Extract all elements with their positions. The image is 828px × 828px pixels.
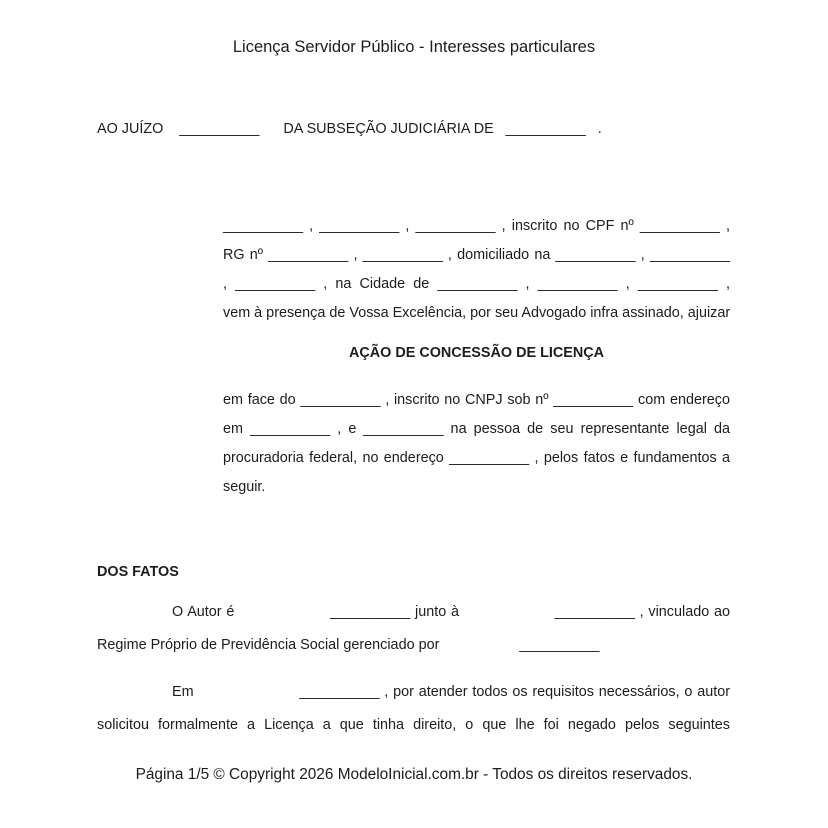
document-line: seguir. (223, 479, 266, 495)
document-line: em face do __________ , inscrito no CNPJ sob nº __________ com endereço (223, 392, 730, 408)
section-heading-dos-fatos: DOS FATOS (97, 564, 179, 580)
facts-paragraph-2 (97, 676, 730, 742)
addressee-line: AO JUÍZO __________ DA SUBSEÇÃO JUDICIÁRIA DE __________ . (97, 121, 602, 137)
defendant-paragraph (223, 386, 730, 502)
document-line: , __________ , na Cidade de __________ , __________ , __________ , (223, 276, 730, 292)
page-footer: Página 1/5 © Copyright 2026 ModeloInicial.com.br - Todos os direitos reservados. (135, 766, 693, 783)
document-line: vem à presença de Vossa Excelência, por seu Advogado infra assinado, ajuizar (223, 305, 731, 321)
document-line: __________ , __________ , __________ , inscrito no CPF nº __________ , (223, 218, 730, 234)
document-line: em __________ , e __________ na pessoa de seu representante legal da (223, 421, 730, 437)
qualification-paragraph (223, 212, 730, 328)
action-heading: AÇÃO DE CONCESSÃO DE LICENÇA (348, 345, 605, 361)
document-line: O Autor é __________ junto à __________ , vinculado ao (172, 604, 730, 620)
document-line: RG nº __________ , __________ , domiciliado na __________ , __________ (223, 247, 730, 263)
document-line: solicitou formalmente a Licença a que tinha direito, o que lhe foi negado pelos seguintes (97, 717, 730, 733)
document-line: Em __________ , por atender todos os requisitos necessários, o autor (172, 684, 730, 700)
document-line: procuradoria federal, no endereço __________ , pelos fatos e fundamentos a (223, 450, 730, 466)
facts-paragraph-1 (97, 596, 730, 662)
document-line: Regime Próprio de Previdência Social gerenciado por __________ (97, 637, 600, 653)
document-title: Licença Servidor Público - Interesses particulares (232, 38, 596, 56)
